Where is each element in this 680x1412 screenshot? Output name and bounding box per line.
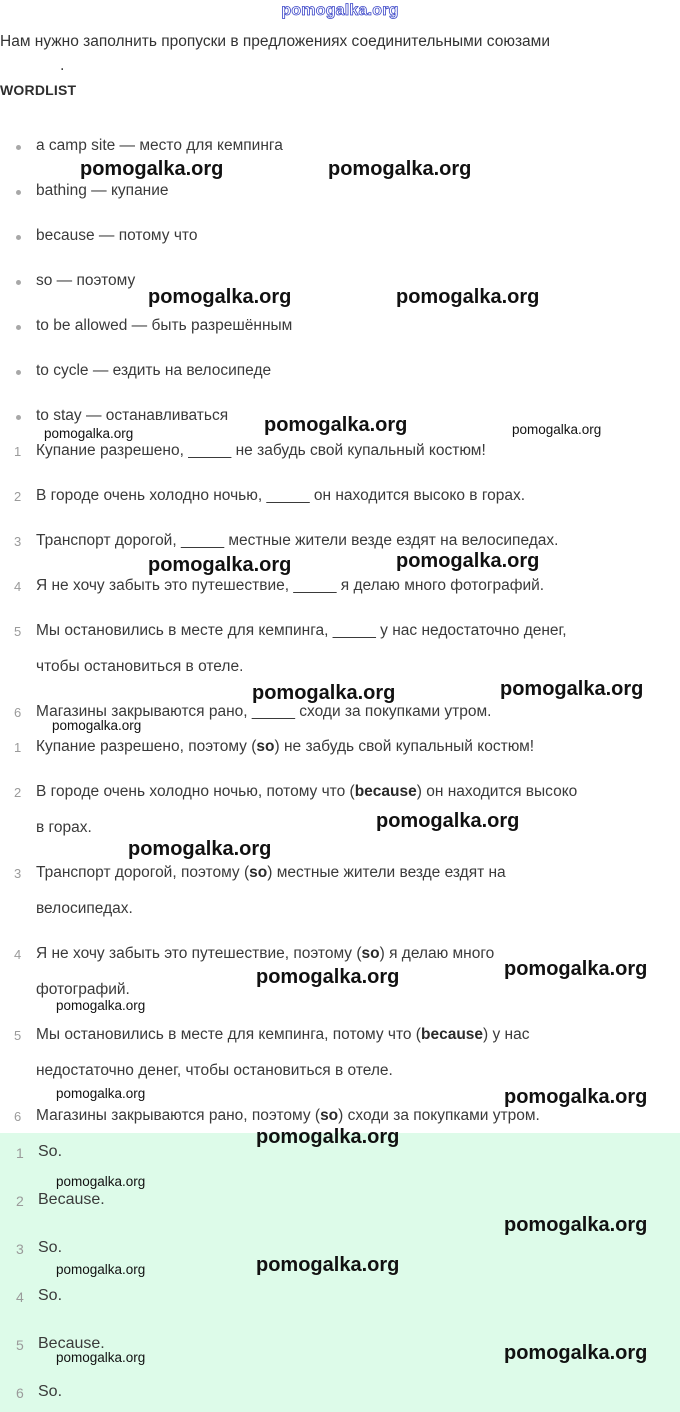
watermark: pomogalka.org <box>256 966 400 988</box>
task-sentence: Транспорт дорогой, _____ местные жители везде ездят на велосипедах. <box>36 532 559 549</box>
task-sentence: Мы остановились в месте для кемпинга, _____ у нас недостаточно денег, <box>36 622 567 639</box>
wordlist-item: a camp site — место для кемпинга <box>36 137 283 154</box>
answer-text: So. <box>38 1143 63 1160</box>
wordlist-item: bathing — купание <box>36 182 169 199</box>
answer-text: So. <box>38 1287 63 1304</box>
solution-sentence-continued: недостаточно денег, чтобы остановиться в отеле. <box>36 1062 393 1079</box>
watermark: pomogalka.org <box>376 810 520 832</box>
task-number: 5 <box>14 624 22 639</box>
solution-number: 5 <box>14 1028 22 1043</box>
task-number: 2 <box>14 489 22 504</box>
watermark: pomogalka.org <box>396 286 540 308</box>
bullet-icon <box>16 145 21 150</box>
solution-number: 6 <box>14 1109 22 1124</box>
watermark: pomogalka.org <box>252 682 396 704</box>
bullet-icon <box>16 370 21 375</box>
bullet-icon <box>16 415 21 420</box>
wordlist-item: to be allowed — быть разрешённым <box>36 317 293 334</box>
bullet-icon <box>16 325 21 330</box>
wordlist-title: WORDLIST <box>0 82 77 98</box>
watermark: pomogalka.org <box>56 1174 146 1189</box>
task-intro: Нам нужно заполнить пропуски в предложениях соединительными союзами <box>0 33 550 50</box>
watermark: pomogalka.org <box>148 286 292 308</box>
bullet-icon <box>16 235 21 240</box>
answer-word: so <box>249 864 268 881</box>
task-sentence: В городе очень холодно ночью, _____ он находится высоко в горах. <box>36 487 526 504</box>
answer-text: Because. <box>38 1191 105 1208</box>
watermark: pomogalka.org <box>80 158 224 180</box>
task-number: 4 <box>14 579 22 594</box>
site-logo: pomogalka.org <box>281 2 399 19</box>
watermark: pomogalka.org <box>500 678 644 700</box>
solution-number: 2 <box>14 785 22 800</box>
answer-number: 3 <box>16 1241 24 1257</box>
watermark: pomogalka.org <box>56 1350 146 1365</box>
solution-sentence: Транспорт дорогой, поэтому (so) местные жители везде ездят на <box>36 864 506 881</box>
task-number: 3 <box>14 534 22 549</box>
answer-word: so <box>256 738 275 755</box>
answer-text: So. <box>38 1383 63 1400</box>
intro-tail: . <box>60 58 65 74</box>
task-number: 1 <box>14 444 22 459</box>
solution-sentence: Я не хочу забыть это путешествие, поэтому (so) я делаю много <box>36 945 495 962</box>
solution-sentence: Мы остановились в месте для кемпинга, потому что (because) у нас <box>36 1026 530 1043</box>
answer-text: Because. <box>38 1335 105 1352</box>
watermark: pomogalka.org <box>504 1214 648 1236</box>
wordlist-item: because — потому что <box>36 227 198 244</box>
watermark: pomogalka.org <box>56 998 146 1013</box>
watermark: pomogalka.org <box>52 718 142 733</box>
watermark: pomogalka.org <box>328 158 472 180</box>
solution-sentence-continued: фотографий. <box>36 981 130 998</box>
answer-word: because <box>354 783 417 800</box>
solution-sentence: Магазины закрываются рано, поэтому (so) сходи за покупками утром. <box>36 1107 540 1124</box>
watermark: pomogalka.org <box>504 1342 648 1364</box>
watermark: pomogalka.org <box>56 1086 146 1101</box>
watermark: pomogalka.org <box>512 422 602 437</box>
answer-number: 5 <box>16 1337 24 1353</box>
answer-text: So. <box>38 1239 63 1256</box>
answer-number: 1 <box>16 1145 24 1161</box>
solution-number: 3 <box>14 866 22 881</box>
answer-number: 2 <box>16 1193 24 1209</box>
task-sentence: Магазины закрываются рано, _____ сходи за покупками утром. <box>36 703 492 720</box>
answer-word: so <box>361 945 380 962</box>
wordlist-item: to stay — останавливаться <box>36 407 229 424</box>
watermark: pomogalka.org <box>128 838 272 860</box>
watermark: pomogalka.org <box>396 550 540 572</box>
watermark: pomogalka.org <box>256 1126 400 1148</box>
solution-number: 4 <box>14 947 22 962</box>
answer-word: so <box>320 1107 339 1124</box>
solution-sentence-continued: велосипедах. <box>36 900 133 917</box>
wordlist-item: so — поэтому <box>36 272 136 289</box>
answer-word: because <box>420 1026 484 1043</box>
watermark: pomogalka.org <box>44 426 134 441</box>
watermark: pomogalka.org <box>56 1262 146 1277</box>
watermark: pomogalka.org <box>256 1254 400 1276</box>
bullet-icon <box>16 280 21 285</box>
task-sentence: Купание разрешено, _____ не забудь свой купальный костюм! <box>36 442 486 459</box>
wordlist-item: to cycle — ездить на велосипеде <box>36 362 272 379</box>
task-number: 6 <box>14 705 22 720</box>
solution-sentence: Купание разрешено, поэтому (so) не забудь свой купальный костюм! <box>36 738 535 755</box>
bullet-icon <box>16 190 21 195</box>
solution-sentence-continued: в горах. <box>36 819 92 836</box>
watermark: pomogalka.org <box>264 414 408 436</box>
solution-number: 1 <box>14 740 22 755</box>
solution-sentence: В городе очень холодно ночью, потому что (because) он находится высоко <box>36 783 578 800</box>
watermark: pomogalka.org <box>504 958 648 980</box>
answer-number: 6 <box>16 1385 24 1401</box>
answer-number: 4 <box>16 1289 24 1305</box>
watermark: pomogalka.org <box>148 554 292 576</box>
task-sentence: Я не хочу забыть это путешествие, _____ я делаю много фотографий. <box>36 577 545 594</box>
task-sentence-continued: чтобы остановиться в отеле. <box>36 658 244 675</box>
watermark: pomogalka.org <box>504 1086 648 1108</box>
